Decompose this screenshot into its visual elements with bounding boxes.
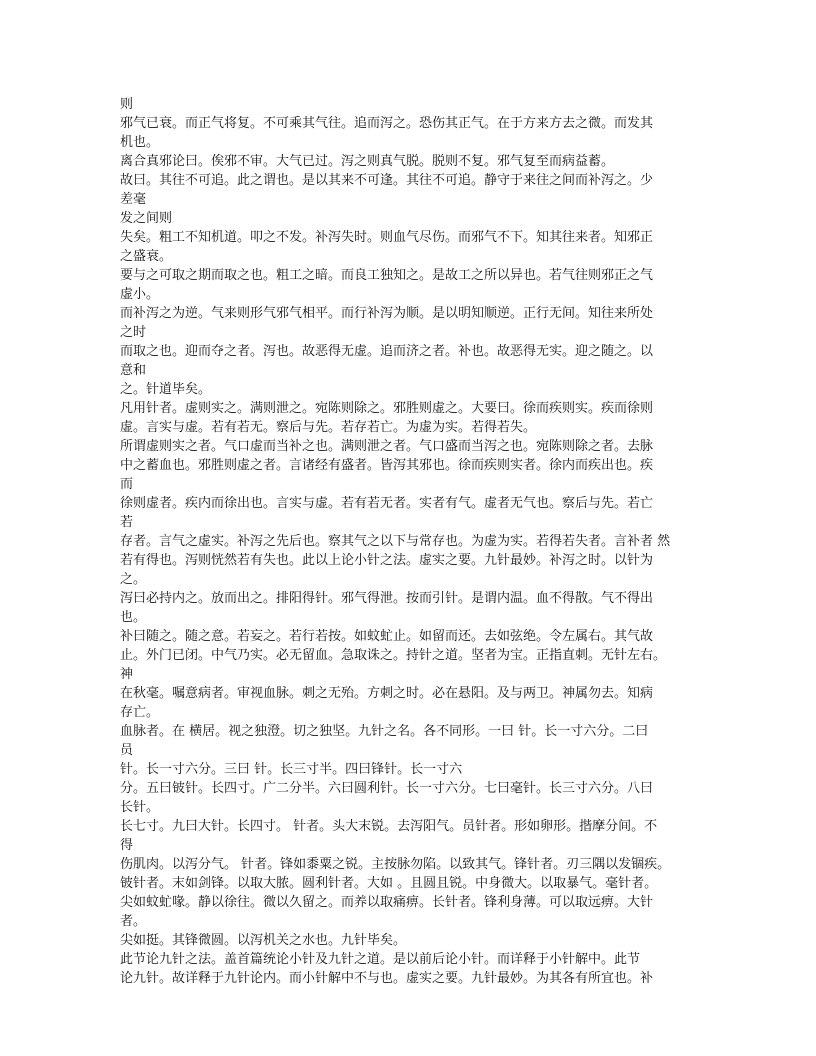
text-line: 在秋毫。嘱意病者。审视血脉。刺之无殆。方刺之时。必在悬阳。及与两卫。神属勿去。知病 — [120, 686, 654, 701]
text-line: 神 — [120, 667, 134, 682]
text-line: 则 — [120, 97, 134, 112]
text-line: 虚。言实与虚。若有若无。察后与先。若存若亡。为虚为实。若得若失。 — [120, 420, 537, 435]
text-line: 若有得也。泻则恍然若有失也。此以上论小针之法。虚实之要。九针最妙。补泻之时。以针为 — [120, 553, 654, 568]
text-line: 伤肌肉。以泻分气。 针者。锋如黍粟之锐。主按脉勿陷。以致其气。锋针者。刃三隅以发锢疾。 — [120, 857, 671, 872]
text-line: 长针。 — [120, 800, 160, 815]
text-line: 要与之可取之期而取之也。粗工之暗。而良工独知之。是故工之所以异也。若气往则邪正之气 — [120, 268, 654, 283]
text-line: 徐则虚者。疾内而徐出也。言实与虚。若有若无者。实者有气。虚者无气也。察后与先。若亡 — [120, 496, 654, 511]
text-line: 论九针。故详释于九针论内。而小针解中不与也。虚实之要。九针最妙。为其各有所宜也。补 — [120, 971, 654, 986]
text-line: 而 — [120, 477, 134, 492]
text-line: 之盛衰。 — [120, 249, 173, 264]
text-line: 故曰。其往不可追。此之谓也。是以其来不可逢。其往不可追。静守于来往之间而补泻之。少 — [120, 173, 654, 188]
text-line: 之。针道毕矣。 — [120, 382, 212, 397]
text-line: 血脉者。在 横居。视之独澄。切之独坚。九针之名。各不同形。一曰 针。长一寸六分。二曰 — [120, 724, 649, 739]
text-line: 所谓虚则实之者。气口虚而当补之也。满则泄之者。气口盛而当泻之也。宛陈则除之者。去脉 — [120, 439, 654, 454]
text-line: 凡用针者。虚则实之。满则泄之。宛陈则除之。邪胜则虚之。大要曰。徐而疾则实。疾而徐则 — [120, 401, 654, 416]
document-page — [120, 95, 700, 988]
text-line: 者。 — [120, 914, 147, 929]
text-line: 失矣。粗工不知机道。叩之不发。补泻失时。则血气尽伤。而邪气不下。知其往来者。知邪正 — [120, 230, 654, 245]
text-line: 离合真邪论曰。俟邪不审。大气已过。泻之则真气脱。脱则不复。邪气复至而病益蓄。 — [120, 154, 615, 169]
text-line: 而补泻之为逆。气来则形气邪气相平。而行补泻为顺。是以明知顺逆。正行无间。知往来所处 — [120, 306, 654, 321]
text-line: 机也。 — [120, 135, 160, 150]
text-line: 员 — [120, 743, 134, 758]
text-line: 尖如蚊虻喙。静以徐往。微以久留之。而养以取痛痹。长针者。锋利身薄。可以取远痹。大针 — [120, 895, 654, 910]
text-line: 长七寸。九曰大针。长四寸。 针者。头大末锐。去泻阳气。员针者。形如卵形。揩摩分间。不 — [120, 819, 658, 834]
text-line: 差毫 — [120, 192, 147, 207]
text-line: 补曰随之。随之意。若妄之。若行若按。如蚊虻止。如留而还。去如弦绝。令左属右。其气故 — [120, 629, 654, 644]
text-line: 得 — [120, 838, 134, 853]
text-line: 此节论九针之法。盖首篇统论小针及九针之道。是以前后论小针。而详释于小针解中。此节 — [120, 952, 641, 967]
text-line: 铍针者。末如剑锋。以取大脓。圆利针者。大如 。且圆且锐。中身微大。以取暴气。毫针者。 — [120, 876, 658, 891]
text-line: 分。五曰铍针。长四寸。广二分半。六曰圆利针。长一寸六分。七曰毫针。长三寸六分。八曰 — [120, 781, 654, 796]
text-line: 存者。言气之虚实。补泻之先后也。察其气之以下与常存也。为虚为实。若得若失者。言补者 然 — [120, 534, 671, 549]
text-line: 之时 — [120, 325, 147, 340]
text-line: 邪气已衰。而正气将复。不可乘其气往。追而泻之。恐伤其正气。在于方来方去之微。而发其 — [120, 116, 654, 131]
text-line: 虚小。 — [120, 287, 160, 302]
text-line: 之。 — [120, 572, 147, 587]
text-line: 止。外门已闭。中气乃实。必无留血。急取诛之。持针之道。坚者为宝。正指直刺。无针左右。 — [120, 648, 667, 663]
text-line: 而取之也。迎而夺之者。泻也。故恶得无虚。追而济之者。补也。故恶得无实。迎之随之。以 — [120, 344, 654, 359]
text-line: 存亡。 — [120, 705, 160, 720]
text-line: 针。长一寸六分。三曰 针。长三寸半。四曰锋针。长一寸六 — [120, 762, 463, 777]
text-line: 也。 — [120, 610, 147, 625]
text-line: 中之蓄血也。邪胜则虚之者。言诸经有盛者。皆泻其邪也。徐而疾则实者。徐内而疾出也。疾 — [120, 458, 654, 473]
text-line: 泻曰必持内之。放而出之。排阳得针。邪气得泄。按而引针。是谓内温。血不得散。气不得出 — [120, 591, 654, 606]
text-line: 若 — [120, 515, 134, 530]
text-line: 尖如挺。其锋微圆。以泻机关之水也。九针毕矣。 — [120, 933, 407, 948]
text-line: 意和 — [120, 363, 147, 378]
text-line: 发之间则 — [120, 211, 173, 226]
